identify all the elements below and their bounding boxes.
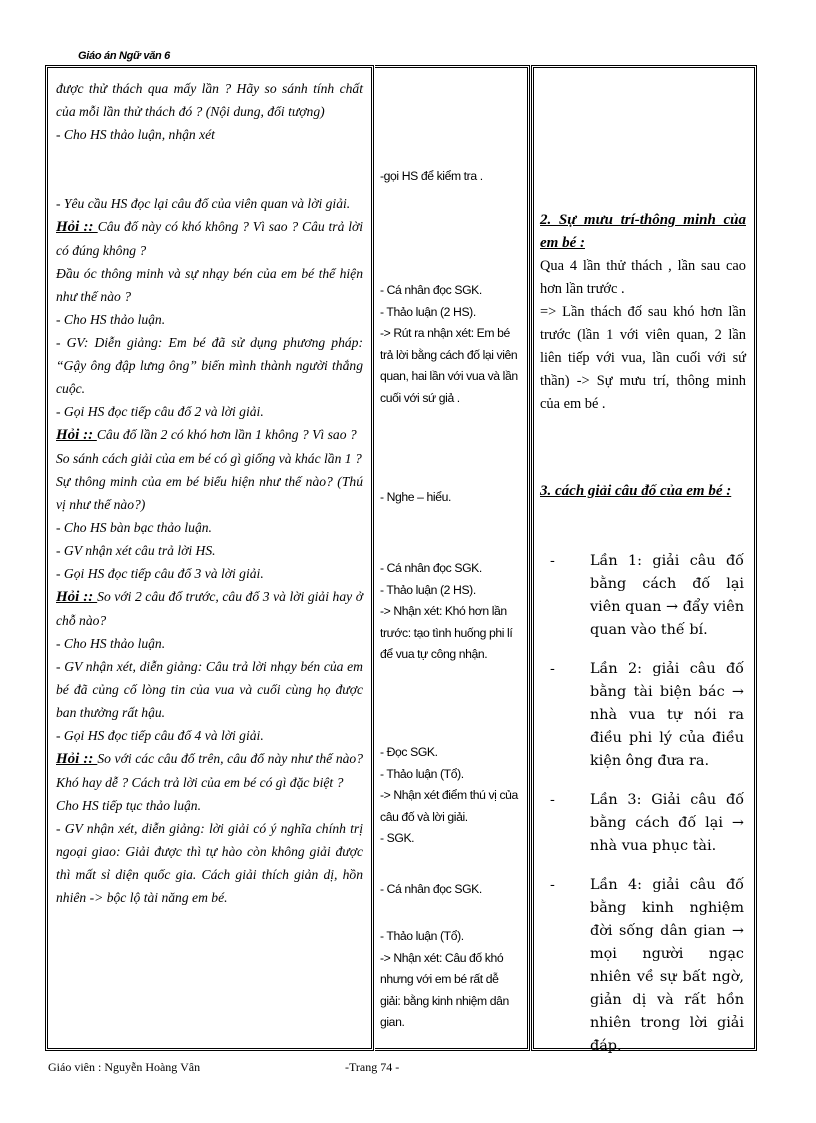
question-text: Câu đố lần 2 có khó hơn lần 1 không ? Vì sao ? bbox=[96, 427, 357, 442]
student-group-4 bbox=[380, 742, 521, 850]
teacher-activity-column bbox=[45, 65, 374, 1051]
student-activity-column bbox=[375, 65, 530, 1051]
list-item bbox=[540, 658, 744, 773]
student-group-6 bbox=[380, 926, 521, 1034]
list-bullet: - bbox=[550, 661, 555, 677]
student-line: - Nghe – hiểu. bbox=[380, 490, 451, 504]
activity-paragraph: được thử thách qua mấy lần ? Hãy so sánh tính chất của mỗi lần thử thách đó ? (Nội dung, đối tượng) bbox=[56, 81, 363, 119]
activity-paragraph: Sự thông minh của em bé biểu hiện như thế nào? (Thú vị như thế nào?) bbox=[56, 474, 363, 512]
activity-paragraph: Đầu óc thông minh và sự nhạy bén của em bé thể hiện như thế nào ? bbox=[56, 266, 363, 304]
list-bullet: - bbox=[550, 877, 555, 893]
question-label: Hỏi :: bbox=[56, 219, 98, 235]
section-2-text1: Qua 4 lần thử thách , lần sau cao hơn lần trước . bbox=[540, 258, 746, 297]
activity-paragraph: - Cho HS thảo luận. bbox=[56, 312, 166, 327]
activity-paragraph: - GV: Diễn giảng: Em bé đã sử dụng phương pháp: “Gậy ông đập lưng ông” biến mình thành người thắng cuộc. bbox=[56, 335, 363, 396]
student-line: - Cá nhân đọc SGK. bbox=[380, 283, 482, 297]
activity-paragraph: So sánh cách giải của em bé có gì giống và khác lần 1 ? bbox=[56, 451, 362, 466]
activity-paragraph: - Gọi HS đọc tiếp câu đố 3 và lời giải. bbox=[56, 566, 264, 581]
content-column bbox=[531, 65, 757, 1054]
question-text: Câu đố này có khó không ? Vì sao ? Câu trả lời có đúng không ? bbox=[56, 219, 364, 258]
teacher-activity-text bbox=[56, 77, 363, 909]
question-text: So với 2 câu đố trước, câu đố 3 và lời giải hay ở chỗ nào? bbox=[56, 589, 363, 628]
student-line: - Cá nhân đọc SGK. bbox=[380, 561, 482, 575]
question-paragraph bbox=[56, 747, 363, 794]
student-group-0 bbox=[380, 166, 521, 188]
page-header: Giáo án Ngữ văn 6 bbox=[78, 50, 170, 62]
student-line: -gọi HS để kiểm tra . bbox=[380, 169, 483, 183]
activity-paragraph: - GV nhận xét, diễn giảng: Câu trả lời nhạy bén của em bé đã củng cố lòng tin của vua và cuối cùng họ được ban thưởng rất hậu. bbox=[56, 659, 363, 720]
section-2 bbox=[540, 209, 746, 416]
student-line: - Cá nhân đọc SGK. bbox=[380, 882, 482, 896]
list-item-text: Lần 2: giải câu đố bằng tài biện bác → nhà vua tự nói ra điều phi lý của điều kiện ông đưa ra. bbox=[590, 661, 744, 769]
question-paragraph bbox=[56, 215, 363, 262]
activity-paragraph: - Gọi HS đọc tiếp câu đố 2 và lời giải. bbox=[56, 404, 264, 419]
list-item bbox=[540, 874, 744, 1058]
student-line: -> Nhận xét: Khó hơn lần trước: tạo tình huống phi lí để vua tự công nhận. bbox=[380, 604, 513, 661]
student-group-5 bbox=[380, 879, 521, 901]
list-item-text: Lần 4: giải câu đố bằng kinh nghiệm đời sống dân gian → mọi người ngạc nhiên về sự bất ngờ, giản dị và rất hồn nhiên trong lời giải đáp. bbox=[590, 877, 744, 1054]
list-bullet: - bbox=[550, 792, 555, 808]
student-line: -> Rút ra nhận xét: Em bé trả lời bằng cách đố lại viên quan, hai lần với vua và lần cuối với sứ giả . bbox=[380, 326, 518, 405]
student-group-2 bbox=[380, 487, 521, 509]
question-label: Hỏi :: bbox=[56, 751, 98, 767]
activity-paragraph: - GV nhận xét câu trả lời HS. bbox=[56, 543, 216, 558]
lesson-table bbox=[45, 65, 757, 1054]
activity-paragraph: Cho HS tiếp tục thảo luận. bbox=[56, 798, 201, 813]
activity-paragraph: - Cho HS thảo luận, nhận xét bbox=[56, 127, 215, 142]
list-bullet: - bbox=[550, 553, 555, 569]
student-group-3 bbox=[380, 558, 521, 666]
question-label: Hỏi :: bbox=[56, 427, 97, 443]
section-3-title: 3. cách giải câu đố của em bé : bbox=[540, 483, 732, 499]
section-3-list bbox=[540, 550, 744, 1074]
activity-paragraph: - Cho HS bàn bạc thảo luận. bbox=[56, 520, 212, 535]
list-item-text: Lần 1: giải câu đố bằng cách đố lại viên quan → đẩy viên quan vào thế bí. bbox=[590, 553, 744, 638]
question-paragraph bbox=[56, 423, 363, 447]
student-line: - SGK. bbox=[380, 831, 415, 845]
question-text: So với các câu đố trên, câu đố này như thế nào? Khó hay dễ ? Cách trả lời của em bé có gì đặc biệt ? bbox=[56, 751, 364, 790]
student-line: -> Nhận xét: Câu đố khó nhưng với em bé rất dễ giải: bằng kinh nhiệm dân gian. bbox=[380, 950, 509, 1029]
activity-paragraph: - Gọi HS đọc tiếp câu đố 4 và lời giải. bbox=[56, 728, 264, 743]
list-item bbox=[540, 550, 744, 642]
student-line: - Đọc SGK. bbox=[380, 745, 438, 759]
student-line: - Thảo luận (Tổ). bbox=[380, 766, 464, 781]
section-3-heading bbox=[540, 480, 746, 503]
student-line: -> Nhận xét điểm thú vị của câu đố và lời giải. bbox=[380, 788, 518, 824]
activity-paragraph: - GV nhận xét, diễn giảng: lời giải có ý nghĩa chính trị ngoại giao: Giải được thì tự hào còn không giải được thì mất sỉ diện quốc gia. Cách giải thích giản dị, hồn nhiên -> bộc lộ tài năng em bé. bbox=[56, 821, 363, 905]
activity-paragraph: - Cho HS thảo luận. bbox=[56, 636, 166, 651]
section-2-title: 2. Sự mưu trí-thông minh của em bé : bbox=[540, 212, 746, 251]
footer-page-number: -Trang 74 - bbox=[345, 1060, 400, 1074]
list-item-text: Lần 3: Giải câu đố bằng cách đố lại → nhà vua phục tài. bbox=[590, 792, 744, 854]
student-line: - Thảo luận (2 HS). bbox=[380, 582, 476, 597]
student-group-1 bbox=[380, 280, 521, 409]
student-line: - Thảo luận (Tổ). bbox=[380, 929, 464, 943]
section-2-text2: => Lần thách đố sau khó hơn lần trước (lần 1 với viên quan, 2 lần liên tiếp với vua, lần cuối với sứ thần) -> Sự mưu trí, thông minh của em bé . bbox=[540, 304, 746, 412]
list-item bbox=[540, 789, 744, 858]
activity-paragraph: - Yêu cầu HS đọc lại câu đố của viên quan và lời giải. bbox=[56, 196, 351, 211]
question-label: Hỏi :: bbox=[56, 589, 98, 605]
student-line: - Thảo luận (2 HS). bbox=[380, 304, 476, 319]
footer-teacher: Giáo viên : Nguyễn Hoàng Vân bbox=[48, 1060, 201, 1074]
spacer bbox=[56, 146, 363, 192]
question-paragraph bbox=[56, 585, 363, 632]
